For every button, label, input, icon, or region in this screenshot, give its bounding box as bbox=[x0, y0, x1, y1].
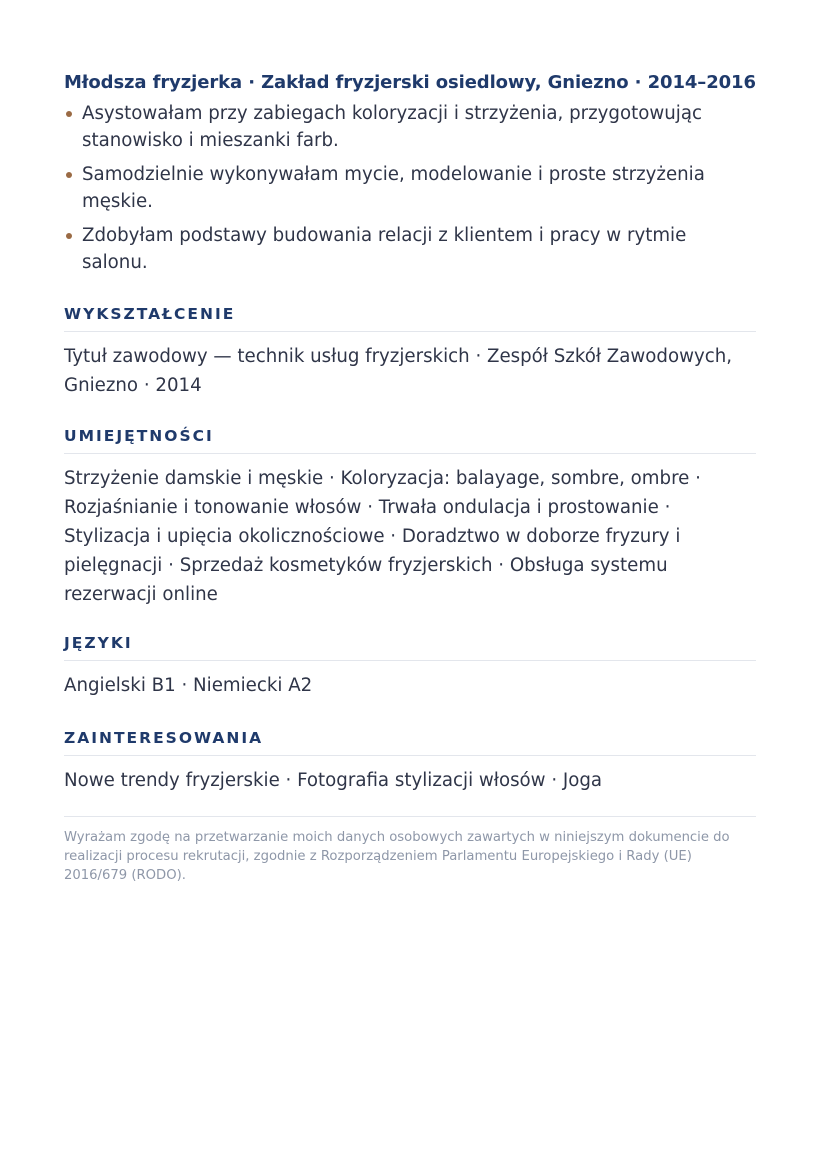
bullet-text: Samodzielnie wykonywałam mycie, modelowanie i proste strzyżenia męskie. bbox=[82, 164, 705, 212]
languages-heading: JĘZYKI bbox=[64, 633, 756, 661]
bullet-icon bbox=[66, 172, 72, 178]
job-title: Młodsza fryzjerka · Zakład fryzjerski osiedlowy, Gniezno · 2014–2016 bbox=[64, 72, 756, 93]
experience-bullets bbox=[64, 100, 756, 276]
interests-text: Nowe trendy fryzjerskie · Fotografia stylizacji włosów · Joga bbox=[64, 770, 603, 791]
languages-text: Angielski B1 · Niemiecki A2 bbox=[64, 675, 313, 696]
bullet-text: Zdobyłam podstawy budowania relacji z klientem i pracy w rytmie salonu. bbox=[82, 225, 687, 273]
education-heading: WYKSZTAŁCENIE bbox=[64, 304, 756, 332]
experience-entry bbox=[64, 70, 756, 276]
education-text: Tytuł zawodowy — technik usług fryzjerskich · Zespół Szkół Zawodowych, Gniezno · 2014 bbox=[64, 346, 733, 396]
skills-section bbox=[64, 426, 756, 609]
interests-section bbox=[64, 728, 756, 795]
list-item bbox=[64, 100, 756, 154]
languages-section bbox=[64, 633, 756, 700]
bullet-icon bbox=[66, 111, 72, 117]
education-section bbox=[64, 304, 756, 400]
bullet-icon bbox=[66, 233, 72, 239]
footer-divider bbox=[64, 816, 756, 817]
list-item bbox=[64, 222, 756, 276]
interests-heading: ZAINTERESOWANIA bbox=[64, 728, 756, 756]
skills-text: Strzyżenie damskie i męskie · Koloryzacja: balayage, sombre, ombre · Rozjaśnianie i tonowanie włosów · Trwała ondulacja i prostowanie · Stylizacja i upięcia okolicznościowe · Doradztwo w doborze fryzury i pielęgnacji · Sprzedaż kosmetyków fryzjerskich · Obsługa systemu rezerwacji online bbox=[64, 468, 701, 605]
bullet-text: Asystowałam przy zabiegach koloryzacji i strzyżenia, przygotowując stanowisko i mieszanki farb. bbox=[82, 103, 702, 151]
skills-heading: UMIEJĘTNOŚCI bbox=[64, 426, 756, 454]
list-item bbox=[64, 161, 756, 215]
gdpr-consent-clause: Wyrażam zgodę na przetwarzanie moich danych osobowych zawartych w niniejszym dokumencie do realizacji procesu rekrutacji, zgodnie z Rozporządzeniem Parlamentu Europejskiego i Rady (UE) 2016/679 (RODO). bbox=[64, 830, 730, 883]
